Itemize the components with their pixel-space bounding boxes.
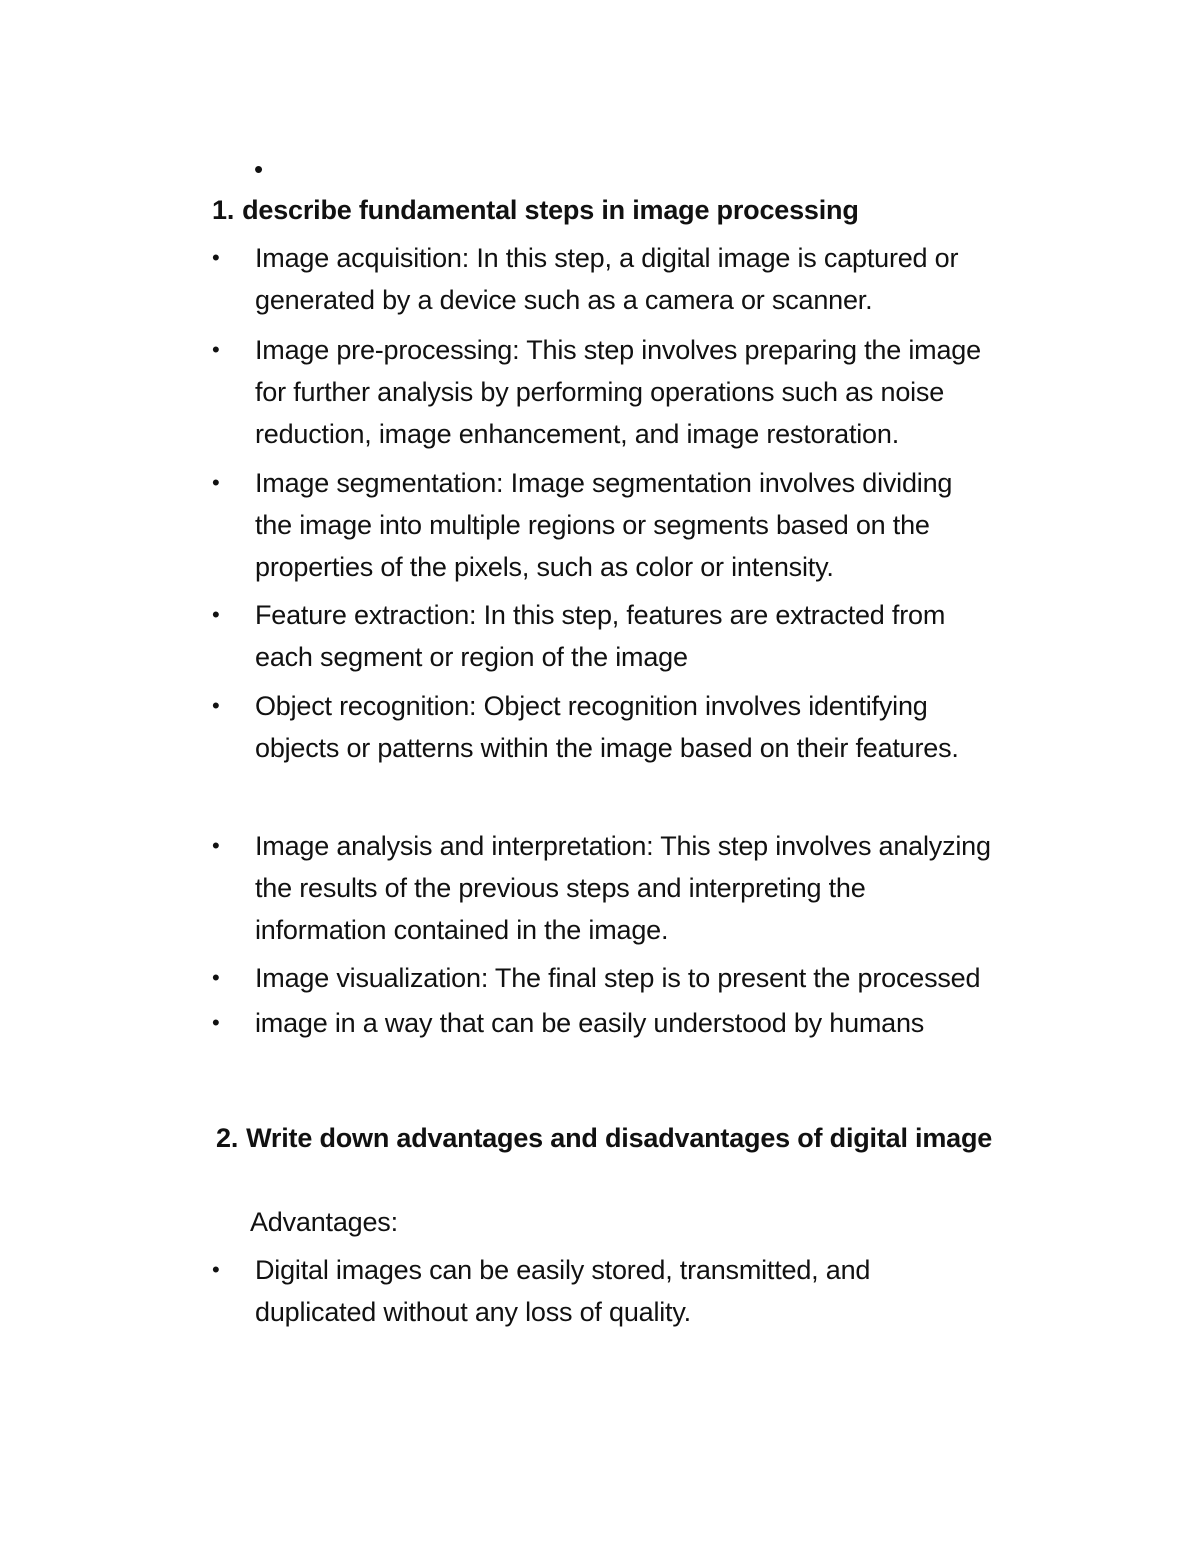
bullet-icon: • bbox=[212, 693, 220, 718]
question-1-title: describe fundamental steps in image processing bbox=[242, 195, 859, 225]
list-item-text: Object recognition: Object recognition involves identifying objects or patterns within the image based on their features. bbox=[255, 691, 959, 763]
question-2-heading bbox=[216, 1121, 992, 1155]
list-item bbox=[212, 329, 1092, 455]
list-item bbox=[212, 685, 1092, 769]
question-1-number: 1. bbox=[212, 195, 235, 225]
list-item-text: Image segmentation: Image segmentation involves dividing the image into multiple regions or segments based on the properties of the pixels, such as color or intensity. bbox=[255, 468, 953, 582]
list-item-text: Image analysis and interpretation: This step involves analyzing the results of the previous steps and interpreting the information contained in the image. bbox=[255, 831, 991, 945]
list-item-text: Feature extraction: In this step, features are extracted from each segment or region of the image bbox=[255, 600, 946, 672]
list-item-text: image in a way that can be easily understood by humans bbox=[255, 1008, 925, 1038]
bullet-icon: • bbox=[212, 965, 220, 990]
list-item-text: Image pre-processing: This step involves preparing the image for further analysis by performing operations such as noise reduction, image enhancement, and image restoration. bbox=[255, 335, 981, 449]
list-item bbox=[212, 462, 1092, 588]
list-item bbox=[212, 594, 1092, 678]
bullet-icon: • bbox=[212, 1010, 220, 1035]
question-1-heading bbox=[212, 193, 859, 227]
bullet-icon: • bbox=[212, 337, 220, 362]
list-item-text: Image visualization: The final step is to present the processed bbox=[255, 963, 981, 993]
bullet-icon: • bbox=[212, 245, 220, 270]
list-item bbox=[212, 957, 1092, 999]
bullet-icon: • bbox=[212, 833, 220, 858]
list-item bbox=[212, 825, 1092, 951]
list-item bbox=[212, 237, 1092, 321]
bullet-icon: • bbox=[212, 1257, 220, 1282]
list-item bbox=[212, 1002, 1092, 1044]
question-2-title: Write down advantages and disadvantages of digital image bbox=[246, 1123, 993, 1153]
list-item-text: Digital images can be easily stored, transmitted, and duplicated without any loss of quality. bbox=[255, 1255, 871, 1327]
advantages-label: Advantages: bbox=[250, 1207, 398, 1237]
question-2-number: 2. bbox=[216, 1123, 239, 1153]
bullet-icon: • bbox=[212, 470, 220, 495]
top-bullet: • bbox=[254, 154, 264, 184]
list-item bbox=[212, 1249, 1092, 1333]
bullet-icon: • bbox=[212, 602, 220, 627]
list-item-text: Image acquisition: In this step, a digital image is captured or generated by a device such as a camera or scanner. bbox=[255, 243, 959, 315]
